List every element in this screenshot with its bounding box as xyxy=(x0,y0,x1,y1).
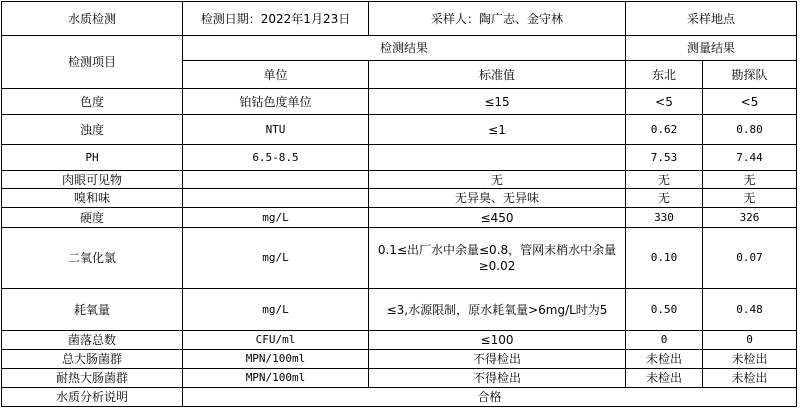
subheader-row-1 xyxy=(2,36,797,61)
unit-cell: MPN/100ml xyxy=(183,350,369,369)
standard-cell: 无 xyxy=(369,171,626,189)
site-1-value: 0.10 xyxy=(626,228,703,289)
site-1-value: 无 xyxy=(626,189,703,208)
site-2-value: 326 xyxy=(703,208,797,228)
header-row xyxy=(2,2,797,36)
site-1-value: 无 xyxy=(626,171,703,189)
table-title: 水质检测 xyxy=(2,2,183,36)
item-name: 二氧化氯 xyxy=(2,228,183,289)
site-2-value: 0.48 xyxy=(703,289,797,331)
unit-cell: CFU/ml xyxy=(183,331,369,350)
table-row xyxy=(2,208,797,228)
standard-cell xyxy=(369,145,626,171)
table-row xyxy=(2,369,797,388)
item-name: 耐热大肠菌群 xyxy=(2,369,183,388)
item-name: 肉眼可见物 xyxy=(2,171,183,189)
test-date: 检测日期：2022年1月23日 xyxy=(183,2,369,36)
table-row xyxy=(2,350,797,369)
standard-cell: 0.1≤出厂水中余量≤0.8，管网末梢水中余量≥0.02 xyxy=(369,228,626,289)
measured-header: 测量结果 xyxy=(626,36,797,61)
site-2-value: 0.07 xyxy=(703,228,797,289)
standard-cell: ≤1 xyxy=(369,115,626,145)
footer-row xyxy=(2,388,797,407)
table-row xyxy=(2,331,797,350)
water-quality-table xyxy=(1,1,797,407)
table-row xyxy=(2,189,797,208)
site-2-value: 无 xyxy=(703,171,797,189)
site-1-value: 7.53 xyxy=(626,145,703,171)
table-row xyxy=(2,289,797,331)
item-name: 总大肠菌群 xyxy=(2,350,183,369)
item-name: 硬度 xyxy=(2,208,183,228)
standard-value-header: 标准值 xyxy=(369,61,626,89)
item-header: 检测项目 xyxy=(2,36,183,89)
site-1-value: 未检出 xyxy=(626,350,703,369)
standard-cell: 不得检出 xyxy=(369,350,626,369)
site-2-value: 0.80 xyxy=(703,115,797,145)
site-2-value: 7.44 xyxy=(703,145,797,171)
site-1-value: 330 xyxy=(626,208,703,228)
standard-cell: ≤450 xyxy=(369,208,626,228)
table-row xyxy=(2,89,797,115)
unit-cell xyxy=(183,171,369,189)
unit-cell: MPN/100ml xyxy=(183,369,369,388)
unit-cell: mg/L xyxy=(183,208,369,228)
item-name: 耗氧量 xyxy=(2,289,183,331)
item-name: 菌落总数 xyxy=(2,331,183,350)
site-1-header: 东北 xyxy=(626,61,703,89)
standard-cell: 不得检出 xyxy=(369,369,626,388)
site-2-value: 未检出 xyxy=(703,350,797,369)
site-2-value: 0 xyxy=(703,331,797,350)
table-row xyxy=(2,228,797,289)
table-row xyxy=(2,115,797,145)
sampling-site-header: 采样地点 xyxy=(626,2,797,36)
site-2-header: 勘探队 xyxy=(703,61,797,89)
unit-cell xyxy=(183,189,369,208)
unit-cell: NTU xyxy=(183,115,369,145)
standard-cell: ≤100 xyxy=(369,331,626,350)
standard-header: 检测结果 xyxy=(183,36,626,61)
item-name: 浊度 xyxy=(2,115,183,145)
site-2-value: <5 xyxy=(703,89,797,115)
unit-cell: 6.5-8.5 xyxy=(183,145,369,171)
unit-header: 单位 xyxy=(183,61,369,89)
standard-cell: 无异臭、无异味 xyxy=(369,189,626,208)
unit-cell: mg/L xyxy=(183,289,369,331)
site-1-value: <5 xyxy=(626,89,703,115)
item-name: 嗅和味 xyxy=(2,189,183,208)
analysis-label: 水质分析说明 xyxy=(2,388,183,407)
site-2-value: 未检出 xyxy=(703,369,797,388)
site-1-value: 0.50 xyxy=(626,289,703,331)
table-row xyxy=(2,145,797,171)
site-1-value: 0 xyxy=(626,331,703,350)
standard-cell: ≤15 xyxy=(369,89,626,115)
table-row xyxy=(2,171,797,189)
item-name: PH xyxy=(2,145,183,171)
site-1-value: 未检出 xyxy=(626,369,703,388)
site-1-value: 0.62 xyxy=(626,115,703,145)
samplers: 采样人：陶广志、金守林 xyxy=(369,2,626,36)
item-name: 色度 xyxy=(2,89,183,115)
unit-cell: mg/L xyxy=(183,228,369,289)
analysis-result: 合格 xyxy=(183,388,797,407)
standard-cell: ≤3,水源限制，原水耗氧量>6mg/L时为5 xyxy=(369,289,626,331)
unit-cell: 铂钴色度单位 xyxy=(183,89,369,115)
site-2-value: 无 xyxy=(703,189,797,208)
